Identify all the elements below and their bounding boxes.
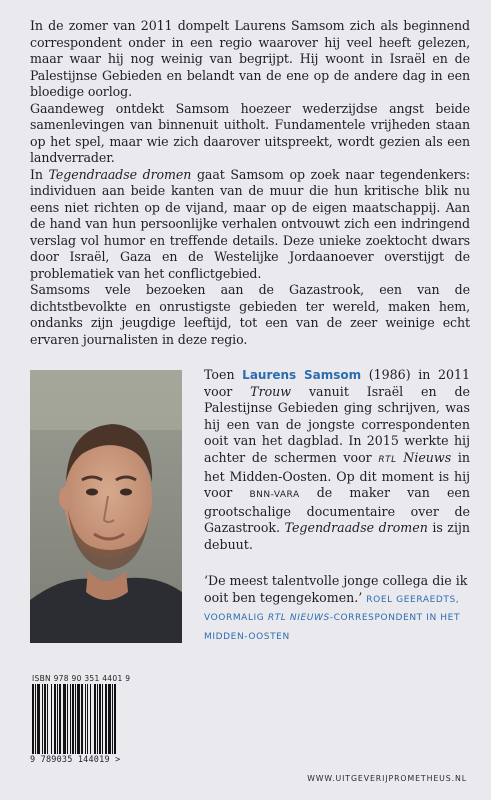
book-title: Tegendraadse dromen — [48, 166, 192, 182]
author-section — [30, 367, 471, 645]
barcode-digits: 9 789035 144019 > — [30, 755, 121, 765]
broadcaster-bnn-vara: BNN-VARA — [249, 490, 300, 501]
bio-text-6: is zijn debuut. — [204, 520, 470, 552]
blurb-paragraph-1: In de zomer van 2011 dompelt Laurens Samsom zich als beginnend correspondent onder in een regio waarover hij veel heeft gelezen, maar waar hij nog weinig van begrijpt. Hij woont in Israël en de Palestijnse Gebieden en belandt van de ene op de andere dag in een bloedige oorlog. — [30, 18, 470, 99]
blurb-paragraph-4: Samsoms vele bezoeken aan de Gazastrook, een van de dichtstbevolkte en onrustigste gebieden ter wereld, maken hem, ondanks zijn jeugdige leeftijd, tot een van de zeer weinige echt ervaren journalisten in deze regio. — [30, 282, 470, 347]
isbn-barcode — [30, 674, 152, 774]
broadcaster-rtl: RTL — [378, 454, 397, 465]
author-name: Laurens Samsom — [242, 368, 362, 382]
back-cover-blurb — [30, 18, 470, 348]
isbn-number: ISBN 978 90 351 4401 9 — [32, 674, 131, 683]
quote-attribution-rtl: RTL NIEUWS — [267, 613, 330, 624]
bio-text-2: (1986) in 2011 voor — [204, 367, 471, 399]
book-title-bio: Tegendraadse dromen — [284, 520, 428, 536]
blurb-p3-intro: In — [30, 166, 49, 182]
quote-attribution-name: ROEL GEERAEDTS, — [366, 594, 460, 605]
broadcaster-nieuws: Nieuws — [396, 449, 452, 465]
barcode-bars — [30, 684, 152, 754]
blurb-p3-body: gaat Samsom op zoek naar tegendenkers: individuen aan beide kanten van de muur die hun kritische blik nu eens niet richten op de vijand, maar op de eigen maatschappij. Aan de hand van hun persoonlijke verhalen ontvouwt zich een indringend verslag vol humor en treffende details. Deze unieke zoektocht dwars door Israël, Gaza en de Westelijke Jordaanoever overstijgt de problematiek van het conflictgebied. — [30, 166, 470, 281]
quote-attribution-suffix: -CORRESPONDENT IN HET MIDDEN-OOSTEN — [204, 613, 461, 642]
newspaper-name: Trouw — [250, 383, 292, 399]
blurb-paragraph-3 — [30, 167, 470, 283]
bio-text-3: vanuit Israël en de Palestijnse Gebieden ging schrijven, was hij een van de jongste correspondenten ooit van het dagblad. In 2015 werkte hij achter de schermen voor — [204, 383, 470, 465]
bio-text-5: de maker van een grootschalige documentaire over de Gazastrook. — [204, 485, 470, 536]
author-bio — [204, 367, 470, 554]
endorsement-quote — [204, 573, 470, 645]
publisher-website: WWW.UITGEVERIJPROMETHEUS.NL — [307, 774, 467, 783]
quote-attribution-prefix: VOORMALIG — [204, 613, 268, 624]
bio-text-1: Toen — [204, 367, 243, 382]
blurb-paragraph-2: Gaandeweg ontdekt Samsom hoezeer wederzijdse angst beide samenlevingen van binnenuit uitholt. Fundamentele vrijheden staan op het spel, maar wie zich daarover uitspreekt, wordt gezien als een landverrader. — [30, 100, 470, 165]
author-photo — [30, 370, 182, 643]
bio-text-4: in het Midden-Oosten. Op dit moment is hij voor — [204, 449, 470, 501]
quote-text: ‘De meest talentvolle jonge collega die ik ooit ben tegengekomen.’ — [204, 573, 468, 605]
author-bio-text — [204, 367, 470, 554]
